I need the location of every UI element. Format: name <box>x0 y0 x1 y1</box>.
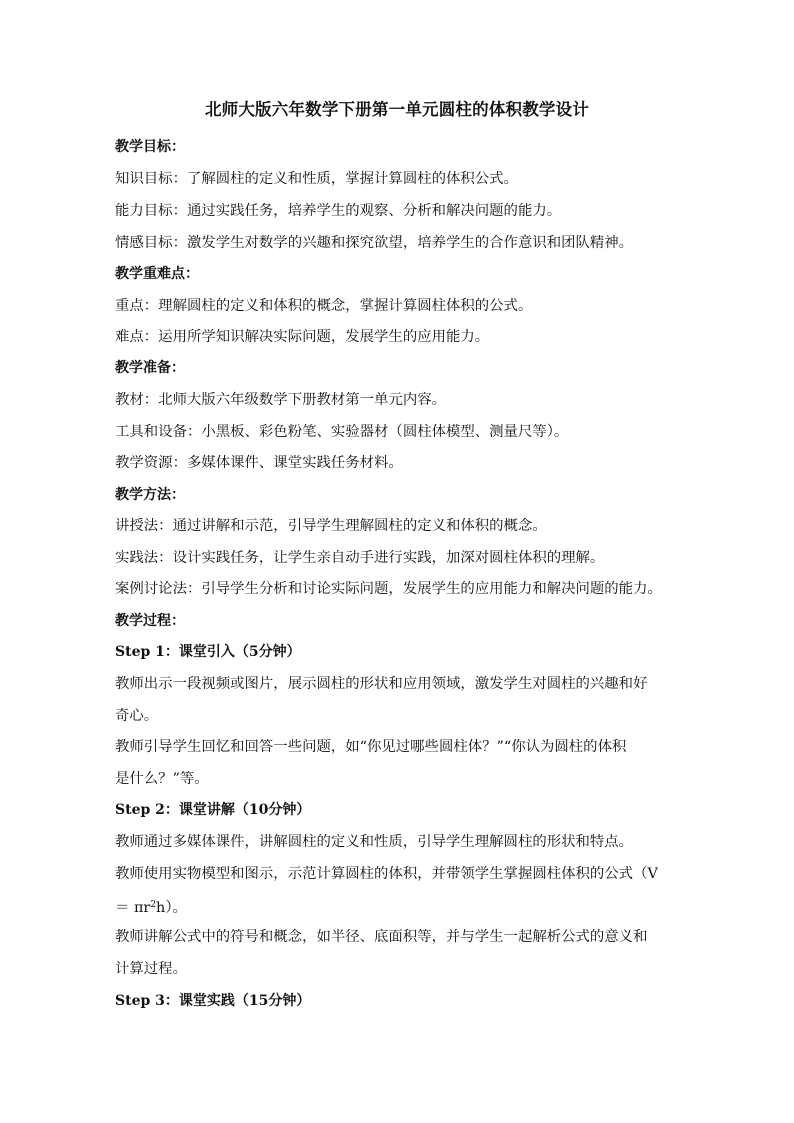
step-2-paragraph-1: 教师通过多媒体课件，讲解圆柱的定义和性质，引导学生理解圆柱的形状和特点。 <box>115 834 634 850</box>
prep-heading: 教学准备： <box>115 360 185 376</box>
objective-ability: 能力目标：通过实践任务，培养学生的观察、分析和解决问题的能力。 <box>115 203 562 219</box>
step-2-heading: Step 2：课堂讲解（10分钟） <box>115 802 311 818</box>
prep-resources: 教学资源：多媒体课件、课堂实践任务材料。 <box>115 455 403 471</box>
document-title: 北师大版六年数学下册第一单元圆柱的体积教学设计 <box>204 100 590 119</box>
step-2-paragraph-3-line-2: 计算过程。 <box>115 961 187 977</box>
method-lecture: 讲授法：通过讲解和示范，引导学生理解圆柱的定义和体积的概念。 <box>115 518 547 534</box>
step-1-paragraph-2-line-2: 是什么？”等。 <box>115 771 209 787</box>
volume-formula-part-b: h）。 <box>156 900 187 916</box>
step-2-paragraph-3-line-1: 教师讲解公式中的符号和概念，如半径、底面积等，并与学生一起解析公式的意义和 <box>115 929 648 945</box>
objectives-heading: 教学目标： <box>115 139 185 155</box>
step-2-paragraph-2-line-1: 教师使用实物模型和图示，示范计算圆柱的体积，并带领学生掌握圆柱体积的公式（V <box>115 866 658 882</box>
objective-emotion: 情感目标：激发学生对数学的兴趣和探究欲望，培养学生的合作意识和团队精神。 <box>115 235 634 251</box>
step-1-paragraph-1-line-1: 教师出示一段视频或图片，展示圆柱的形状和应用领域，激发学生对圆柱的兴趣和好 <box>115 676 648 692</box>
objective-knowledge: 知识目标：了解圆柱的定义和性质，掌握计算圆柱的体积公式。 <box>115 171 518 187</box>
methods-heading: 教学方法： <box>115 487 185 503</box>
prep-textbook: 教材：北师大版六年级数学下册教材第一单元内容。 <box>115 392 446 408</box>
volume-formula-exponent: 2 <box>150 900 157 910</box>
volume-formula-part-a: ＝ πr <box>115 900 151 916</box>
method-practice: 实践法：设计实践任务，让学生亲自动手进行实践，加深对圆柱体积的理解。 <box>115 550 605 566</box>
key-point-difficulty: 难点：运用所学知识解决实际问题，发展学生的应用能力。 <box>115 329 490 345</box>
prep-tools: 工具和设备：小黑板、彩色粉笔、实验器材（圆柱体模型、测量尺等）。 <box>115 424 569 440</box>
key-point-focus: 重点：理解圆柱的定义和体积的概念，掌握计算圆柱体积的公式。 <box>115 298 533 314</box>
step-3-heading: Step 3：课堂实践（15分钟） <box>115 993 311 1009</box>
step-1-heading: Step 1：课堂引入（5分钟） <box>115 644 301 660</box>
method-case-discussion: 案例讨论法：引导学生分析和讨论实际问题，发展学生的应用能力和解决问题的能力。 <box>115 581 662 597</box>
step-2-paragraph-2-line-2 <box>115 895 715 918</box>
key-points-heading: 教学重难点： <box>115 266 199 282</box>
step-1-paragraph-2-line-1: 教师引导学生回忆和回答一些问题，如“你见过哪些圆柱体？”“你认为圆柱的体积 <box>115 739 627 755</box>
process-heading: 教学过程： <box>115 613 185 629</box>
step-1-paragraph-1-line-2: 奇心。 <box>115 708 159 724</box>
